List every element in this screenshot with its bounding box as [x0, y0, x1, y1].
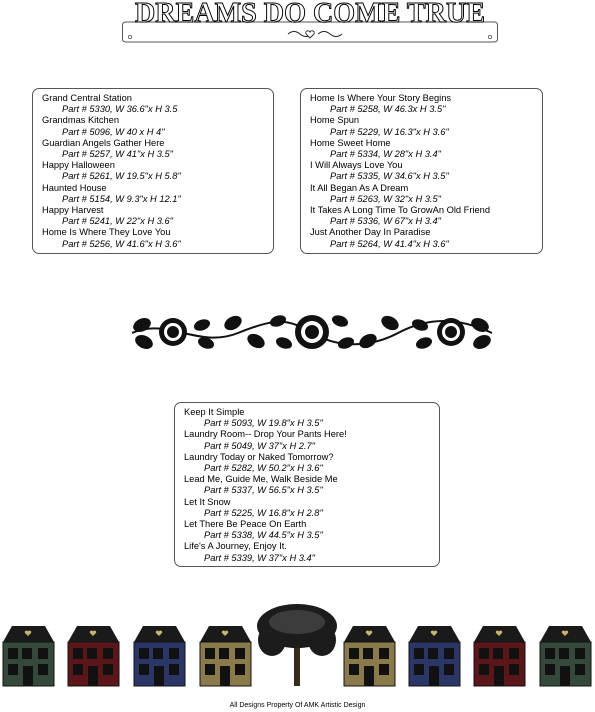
sign-list-box-left	[32, 88, 274, 254]
sign-part-size: Part # 5338, W 44.5"x H 3.5"	[204, 530, 323, 541]
sign-list-middle	[184, 407, 431, 564]
sign-list-right	[310, 93, 534, 250]
sign-name: Home Sweet Home	[310, 137, 391, 148]
sign-part-size: Part # 5261, W 19.5"x H 5.8"	[62, 171, 181, 182]
sign-entry	[42, 115, 265, 137]
sign-name: It All Began As A Dream	[310, 182, 409, 193]
sign-part-size: Part # 5335, W 34.6"x H 3.5"	[330, 171, 449, 182]
sign-part-size: Part # 5049, W 37"x H 2.7"	[204, 440, 315, 451]
saltbox-house-icon	[344, 626, 395, 686]
sign-part-size: Part # 5225, W 16.8"x H 2.8"	[204, 507, 323, 518]
sign-part-size: Part # 5154, W 9.3"x H 12.1"	[62, 193, 181, 204]
sign-part-size: Part # 5229, W 16.3"x H 3.6"	[330, 126, 449, 137]
sign-name: Laundry Today or Naked Tomorrow?	[184, 451, 334, 462]
sign-entry	[310, 93, 534, 115]
saltbox-house-icon	[134, 626, 185, 686]
sign-list-box-middle	[174, 402, 440, 567]
copyright-footer: All Designs Property Of AMK Artistic Design	[229, 702, 366, 709]
sign-part-size: Part # 5263, W 32"x H 3.5"	[330, 193, 441, 204]
sign-list-left	[42, 93, 265, 250]
sign-entry	[310, 183, 534, 205]
sign-entry	[184, 429, 431, 451]
sign-name: Happy Halloween	[42, 160, 115, 171]
sign-name: It Takes A Long Time To GrowAn Old Friend	[310, 205, 491, 216]
sign-part-size: Part # 5241, W 22"x H 3.6"	[62, 216, 173, 227]
sign-name: Let There Be Peace On Earth	[184, 519, 307, 530]
sign-name: Keep It Simple	[184, 407, 245, 417]
saltbox-house-icon	[68, 626, 119, 686]
sign-part-size: Part # 5264, W 41.4"x H 3.6"	[330, 238, 449, 249]
sign-entry	[310, 138, 534, 160]
sign-entry	[42, 93, 265, 115]
flower-icon	[437, 318, 465, 346]
sign-name: Home Is Where Your Story Begins	[310, 93, 452, 103]
sign-name: Happy Harvest	[42, 205, 104, 216]
sign-entry	[42, 227, 265, 249]
sign-name: Laundry Room-- Drop Your Pants Here!	[184, 429, 347, 440]
sign-part-size: Part # 5339, W 37"x H 3.4"	[204, 552, 315, 563]
sign-name: Haunted House	[42, 182, 107, 193]
sign-name: Lead Me, Guide Me, Walk Beside Me	[184, 474, 338, 485]
sign-part-size: Part # 5282, W 50.2"x H 3.6"	[204, 463, 323, 474]
sign-name: Home Is Where They Love You	[42, 227, 171, 238]
sign-entry	[184, 452, 431, 474]
sign-part-size: Part # 5093, W 19.8"x H 3.5"	[204, 418, 323, 429]
sign-name: Let It Snow	[184, 496, 231, 507]
sign-list-box-right	[300, 88, 543, 254]
sign-part-size: Part # 5256, W 41.6"x H 3.6"	[62, 238, 181, 249]
sign-part-size: Part # 5096, W 40 x H 4"	[62, 126, 165, 137]
sign-title: DREAMS DO COME TRUE	[135, 0, 485, 29]
sign-name: Grand Central Station	[42, 93, 132, 103]
sign-entry	[184, 474, 431, 496]
willow-tree-icon	[257, 604, 337, 686]
sign-entry	[42, 205, 265, 227]
saltbox-house-icon	[540, 626, 591, 686]
sign-entry	[42, 183, 265, 205]
floral-vine-graphic	[128, 305, 496, 359]
sign-entry	[184, 519, 431, 541]
sign-entry	[310, 115, 534, 137]
flower-icon	[295, 315, 329, 349]
sign-name: Guardian Angels Gather Here	[42, 137, 165, 148]
sign-entry	[184, 407, 431, 429]
sign-name: Just Another Day In Paradise	[310, 227, 431, 238]
sign-name: Home Spun	[310, 115, 360, 126]
sign-entry	[310, 205, 534, 227]
houses-border-graphic	[0, 600, 595, 688]
title-sign	[122, 0, 498, 44]
sign-entry	[184, 497, 431, 519]
sign-entry	[184, 541, 431, 563]
saltbox-house-icon	[200, 626, 251, 686]
sign-name: Grandmas Kitchen	[42, 115, 119, 126]
sign-part-size: Part # 5337, W 56.5"x H 3.5"	[204, 485, 323, 496]
sign-part-size: Part # 5257, W 41"x H 3.5"	[62, 149, 173, 160]
sign-part-size: Part # 5330, W 36.6"x H 3.5	[62, 104, 178, 115]
saltbox-house-icon	[409, 626, 460, 686]
sign-part-size: Part # 5258, W 46.3x H 3.5"	[330, 104, 446, 115]
sign-part-size: Part # 5336, W 67"x H 3.4"	[330, 216, 441, 227]
sign-entry	[310, 227, 534, 249]
sign-name: I Will Always Love You	[310, 160, 403, 171]
sign-name: Life's A Journey, Enjoy It.	[184, 541, 287, 552]
flower-icon	[159, 318, 187, 346]
sign-entry	[42, 138, 265, 160]
sign-entry	[42, 160, 265, 182]
saltbox-house-icon	[3, 626, 54, 686]
sign-part-size: Part # 5334, W 28"x H 3.4"	[330, 149, 441, 160]
sign-entry	[310, 160, 534, 182]
saltbox-house-icon	[474, 626, 525, 686]
